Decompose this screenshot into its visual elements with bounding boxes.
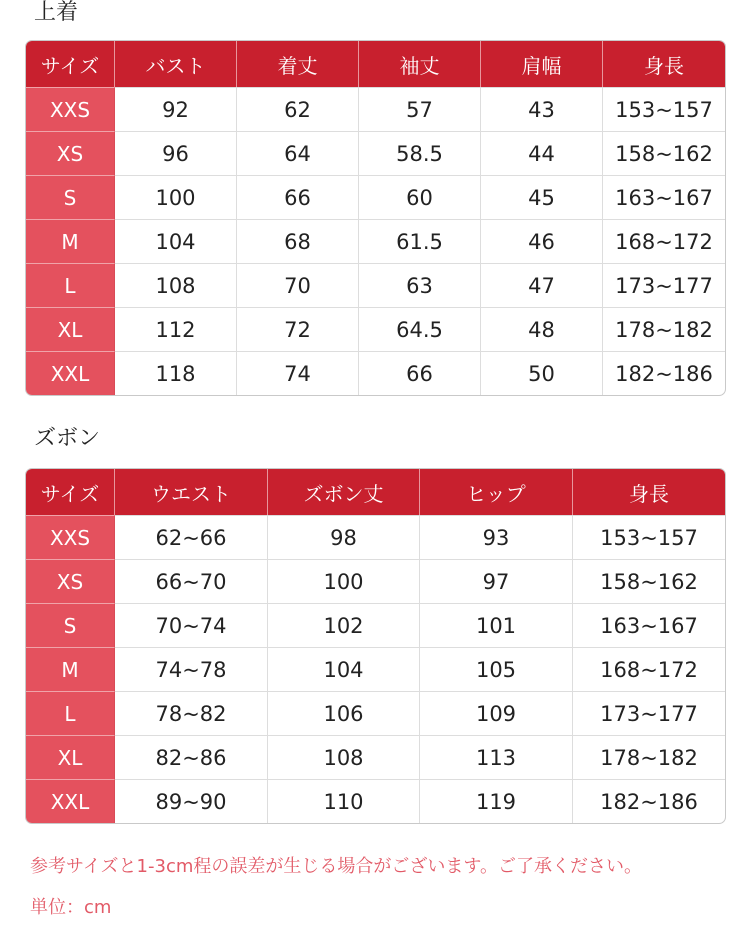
table-cell: 44: [481, 131, 603, 175]
column-header: ウエスト: [115, 469, 268, 515]
column-header: 肩幅: [481, 41, 603, 87]
table-cell: 182~186: [573, 779, 725, 823]
table-cell: 110: [268, 779, 420, 823]
table-cell: 105: [420, 647, 573, 691]
table-row: [26, 691, 725, 735]
size-label-cell: XL: [26, 735, 115, 779]
jacket-table-header: [26, 41, 725, 87]
table-cell: 100: [115, 175, 237, 219]
table-cell: 109: [420, 691, 573, 735]
table-row: [26, 131, 725, 175]
table-cell: 70~74: [115, 603, 268, 647]
column-header: 身長: [573, 469, 725, 515]
size-label-cell: XS: [26, 559, 115, 603]
column-header: サイズ: [26, 469, 115, 515]
table-cell: 104: [115, 219, 237, 263]
table-cell: 178~182: [603, 307, 725, 351]
table-cell: 66: [359, 351, 481, 395]
table-row: [26, 263, 725, 307]
table-cell: 82~86: [115, 735, 268, 779]
table-cell: 70: [237, 263, 359, 307]
column-header: ズボン丈: [268, 469, 420, 515]
table-cell: 64: [237, 131, 359, 175]
jacket-table-body: [26, 87, 725, 395]
table-cell: 63: [359, 263, 481, 307]
column-header: サイズ: [26, 41, 115, 87]
pants-section-title: ズボン: [34, 426, 101, 451]
size-label-cell: L: [26, 263, 115, 307]
table-cell: 62~66: [115, 515, 268, 559]
size-label-cell: XXL: [26, 779, 115, 823]
table-cell: 153~157: [603, 87, 725, 131]
column-header: 身長: [603, 41, 725, 87]
table-cell: 163~167: [603, 175, 725, 219]
table-cell: 158~162: [573, 559, 725, 603]
size-label-cell: S: [26, 603, 115, 647]
table-cell: 92: [115, 87, 237, 131]
table-cell: 74~78: [115, 647, 268, 691]
table-cell: 74: [237, 351, 359, 395]
size-disclaimer-note: 参考サイズと1-3cm程の誤差が生じる場合がございます。ご了承ください。: [30, 856, 642, 877]
table-cell: 158~162: [603, 131, 725, 175]
table-cell: 104: [268, 647, 420, 691]
table-cell: 118: [115, 351, 237, 395]
table-cell: 98: [268, 515, 420, 559]
table-cell: 97: [420, 559, 573, 603]
pants-table-body: [26, 515, 725, 823]
size-label-cell: XXL: [26, 351, 115, 395]
size-label-cell: XXS: [26, 87, 115, 131]
table-cell: 89~90: [115, 779, 268, 823]
size-label-cell: L: [26, 691, 115, 735]
table-row: [26, 647, 725, 691]
table-cell: 43: [481, 87, 603, 131]
table-cell: 78~82: [115, 691, 268, 735]
size-label-cell: S: [26, 175, 115, 219]
column-header: 着丈: [237, 41, 359, 87]
table-cell: 108: [115, 263, 237, 307]
table-cell: 106: [268, 691, 420, 735]
table-row: [26, 515, 725, 559]
jacket-size-table: [25, 40, 726, 396]
table-cell: 48: [481, 307, 603, 351]
table-cell: 119: [420, 779, 573, 823]
table-cell: 101: [420, 603, 573, 647]
unit-note: 単位：cm: [30, 897, 112, 918]
table-cell: 113: [420, 735, 573, 779]
table-cell: 62: [237, 87, 359, 131]
size-label-cell: XL: [26, 307, 115, 351]
table-row: [26, 559, 725, 603]
table-cell: 173~177: [603, 263, 725, 307]
table-cell: 168~172: [603, 219, 725, 263]
column-header: バスト: [115, 41, 237, 87]
table-cell: 66: [237, 175, 359, 219]
table-cell: 100: [268, 559, 420, 603]
table-row: [26, 603, 725, 647]
table-cell: 96: [115, 131, 237, 175]
table-row: [26, 175, 725, 219]
table-cell: 153~157: [573, 515, 725, 559]
table-cell: 93: [420, 515, 573, 559]
table-row: [26, 735, 725, 779]
table-cell: 68: [237, 219, 359, 263]
pants-table-header: [26, 469, 725, 515]
table-cell: 168~172: [573, 647, 725, 691]
table-row: [26, 351, 725, 395]
size-label-cell: M: [26, 219, 115, 263]
table-cell: 46: [481, 219, 603, 263]
column-header: 袖丈: [359, 41, 481, 87]
table-cell: 58.5: [359, 131, 481, 175]
table-cell: 178~182: [573, 735, 725, 779]
size-label-cell: M: [26, 647, 115, 691]
table-cell: 66~70: [115, 559, 268, 603]
table-cell: 47: [481, 263, 603, 307]
table-cell: 50: [481, 351, 603, 395]
pants-size-table: [25, 468, 726, 824]
table-cell: 72: [237, 307, 359, 351]
table-cell: 57: [359, 87, 481, 131]
column-header: ヒップ: [420, 469, 573, 515]
size-label-cell: XS: [26, 131, 115, 175]
jacket-section-title: 上着: [34, 0, 79, 25]
size-label-cell: XXS: [26, 515, 115, 559]
table-cell: 108: [268, 735, 420, 779]
table-cell: 60: [359, 175, 481, 219]
table-cell: 182~186: [603, 351, 725, 395]
table-cell: 45: [481, 175, 603, 219]
table-cell: 163~167: [573, 603, 725, 647]
table-cell: 61.5: [359, 219, 481, 263]
table-cell: 102: [268, 603, 420, 647]
table-cell: 64.5: [359, 307, 481, 351]
table-row: [26, 87, 725, 131]
table-row: [26, 779, 725, 823]
table-cell: 173~177: [573, 691, 725, 735]
table-cell: 112: [115, 307, 237, 351]
table-row: [26, 307, 725, 351]
table-row: [26, 219, 725, 263]
